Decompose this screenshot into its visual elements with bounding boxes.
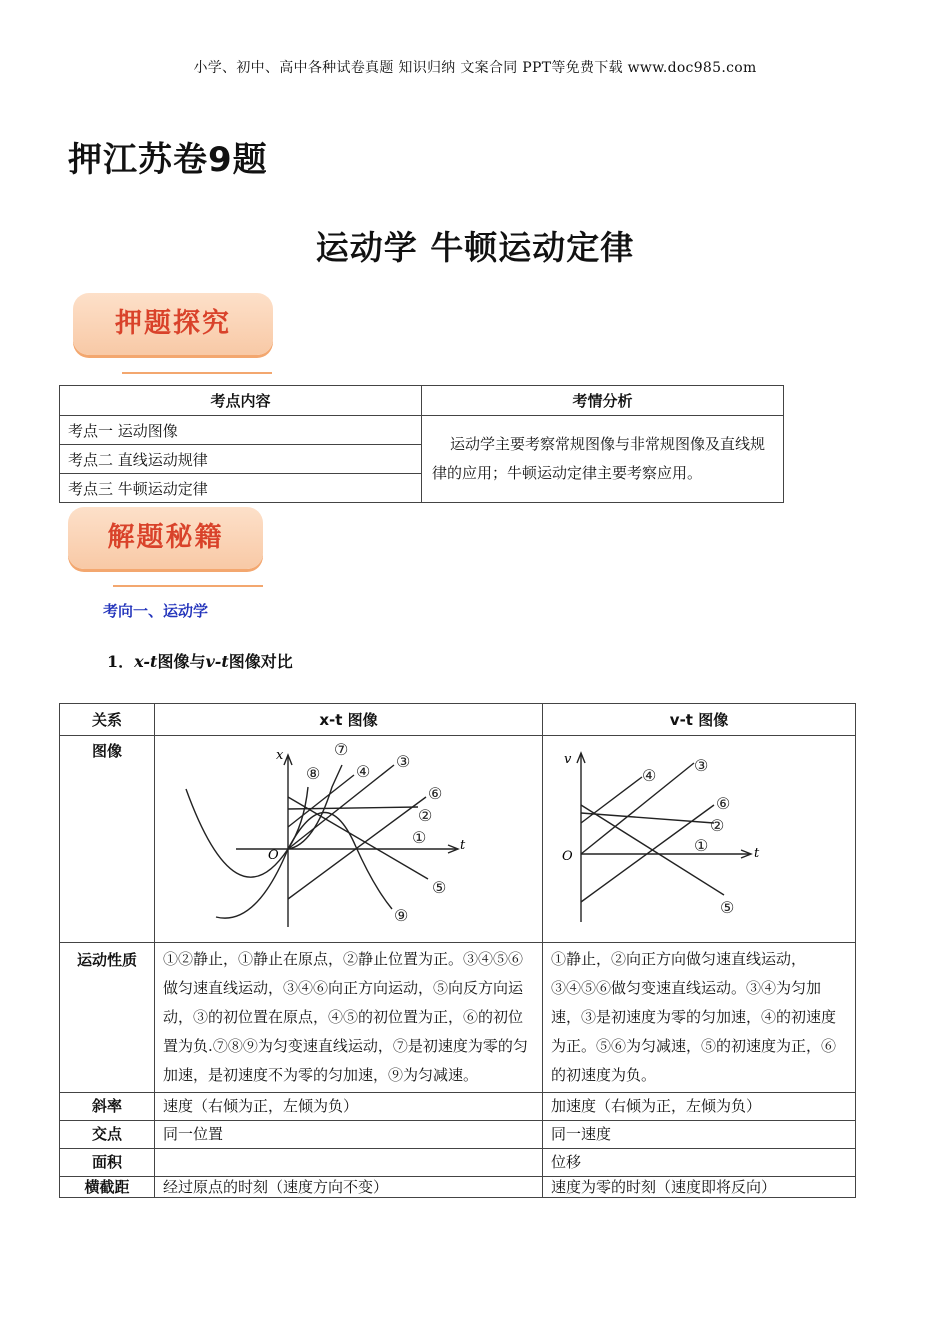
xt-origin: O [268, 848, 279, 863]
xt-x-label: t [460, 838, 466, 853]
vt-label-1: ① [694, 836, 709, 855]
badge-secrets-label: 解题秘籍 [107, 522, 224, 553]
section-number: 1． [107, 652, 135, 671]
row-label-motion: 运动性质 [60, 943, 155, 1093]
badge-secrets [68, 507, 263, 569]
header-exam-content: 考点内容 [60, 386, 422, 416]
vt-y-label: v [564, 752, 572, 767]
xt-motion-text: ①②静止，①静止在原点，②静止位置为正。③④⑤⑥做匀速直线运动，③④⑥向正方向运动，⑤向反方向运动，③的初位置在原点，④⑤的初位置为正，⑥的初位置为负.⑦⑧⑨为匀变速直线运动，⑦是初速度为零的匀加速，是初速度不为零的匀加速，⑨为匀减速。 [155, 943, 543, 1093]
vt-intercept-text: 速度为零的时刻（速度即将反向） [543, 1177, 856, 1198]
vt-x-label: t [754, 846, 760, 861]
vt-label-3: ③ [694, 756, 709, 775]
badge-explore-tail [120, 360, 272, 374]
xt-intersection-text: 同一位置 [155, 1121, 543, 1149]
xt-label-8: ⑧ [306, 764, 321, 783]
vt-line-4 [581, 777, 642, 823]
vt-area-text: 位移 [543, 1149, 856, 1177]
xt-graph [156, 737, 540, 937]
xt-intercept-text: 经过原点的时刻（速度方向不变） [155, 1177, 543, 1198]
xt-line-4 [288, 775, 354, 827]
xt-curve-8 [186, 787, 308, 877]
xt-label-3: ③ [396, 752, 411, 771]
xt-label-9: ⑨ [394, 906, 409, 925]
section-xt: x-t [134, 652, 158, 671]
vt-label-2: ② [710, 816, 725, 835]
vt-graph [544, 737, 854, 937]
exam-point-3: 考点三 牛顿运动定律 [60, 474, 422, 503]
vt-slope-text: 加速度（右倾为正，左倾为负） [543, 1093, 856, 1121]
vt-origin: O [562, 849, 573, 864]
comparison-table [59, 703, 856, 1198]
row-label-intersection: 交点 [60, 1121, 155, 1149]
section-vt: v-t [205, 652, 229, 671]
xt-line-5 [288, 797, 428, 879]
badge-secrets-tail [113, 573, 263, 587]
row-label-area: 面积 [60, 1149, 155, 1177]
vt-label-5: ⑤ [720, 898, 735, 917]
exam-analysis: 运动学主要考察常规图像与非常规图像及直线规律的应用；牛顿运动定律主要考察应用。 [422, 416, 784, 503]
header-vt: v-t 图像 [543, 704, 856, 736]
vt-motion-text: ①静止，②向正方向做匀速直线运动，③④⑤⑥做匀变速直线运动。③④为匀加速，③是初速度为零的匀加速，④的初速度为正。⑤⑥为匀减速，⑤的初速度为正，⑥的初速度为负。 [543, 943, 856, 1093]
document-title: 押江苏卷9题 [68, 140, 268, 180]
exam-point-1: 考点一 运动图像 [60, 416, 422, 445]
exam-point-2: 考点二 直线运动规律 [60, 445, 422, 474]
document-subtitle: 运动学 牛顿运动定律 [315, 228, 635, 267]
row-label-slope: 斜率 [60, 1093, 155, 1121]
xt-label-6: ⑥ [428, 784, 443, 803]
xt-area-text [155, 1149, 543, 1177]
page-header: 小学、初中、高中各种试卷真题 知识归纳 文案合同 PPT等免费下载 www.doc985.com [193, 60, 757, 76]
xt-y-label: x [276, 748, 284, 763]
xt-label-5: ⑤ [432, 878, 447, 897]
section-heading [107, 649, 293, 672]
xt-curve-9 [216, 812, 392, 918]
xt-label-4: ④ [356, 762, 371, 781]
vt-graph-cell [543, 736, 856, 943]
header-relation: 关系 [60, 704, 155, 736]
xt-label-7: ⑦ [334, 740, 349, 759]
section-end: 图像对比 [228, 652, 293, 671]
badge-explore-label: 押题探究 [115, 308, 231, 339]
xt-label-1: ① [412, 828, 427, 847]
header-xt: x-t 图像 [155, 704, 543, 736]
exam-points-table [59, 385, 784, 503]
direction-heading: 考向一、运动学 [103, 602, 209, 620]
xt-label-2: ② [418, 806, 433, 825]
vt-intersection-text: 同一速度 [543, 1121, 856, 1149]
header-exam-analysis: 考情分析 [422, 386, 784, 416]
xt-graph-cell [155, 736, 543, 943]
row-label-image: 图像 [60, 736, 155, 943]
badge-explore [73, 293, 273, 355]
row-label-intercept: 横截距 [60, 1177, 155, 1198]
section-mid: 图像与 [157, 652, 206, 671]
vt-label-6: ⑥ [716, 794, 731, 813]
vt-label-4: ④ [642, 766, 657, 785]
xt-slope-text: 速度（右倾为正，左倾为负） [155, 1093, 543, 1121]
